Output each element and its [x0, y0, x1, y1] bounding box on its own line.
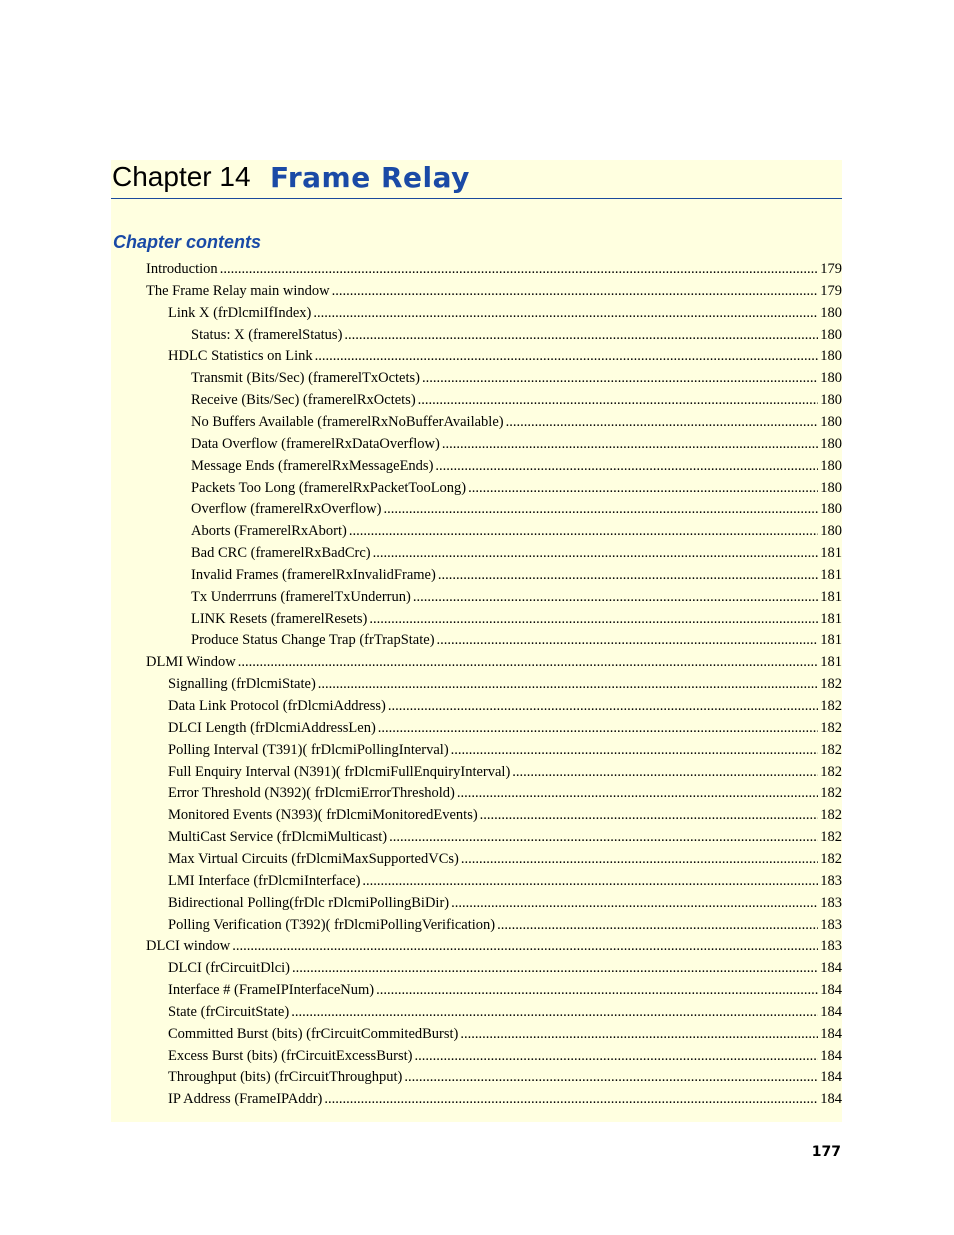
toc-entry-title: Overflow (framerelRxOverflow) — [191, 501, 382, 518]
toc-entry-page: 181 — [820, 632, 842, 649]
toc-entry-title: Status: X (framerelStatus) — [191, 326, 343, 343]
toc-entry-title: Full Enquiry Interval (N391)( frDlcmiFullEnquiryInterval) — [168, 763, 511, 780]
toc-dot-leader — [292, 957, 818, 979]
toc-entry-page: 179 — [820, 261, 842, 277]
toc-dot-leader — [369, 608, 818, 630]
contents-heading: Chapter contents — [113, 232, 262, 252]
toc-entry-title: State (frCircuitState) — [168, 1003, 290, 1020]
chapter-header — [111, 160, 842, 199]
toc-entry-page: 182 — [820, 763, 842, 780]
toc-entry[interactable] — [191, 520, 842, 542]
toc-dot-leader — [238, 651, 818, 673]
toc-entry-title: IP Address (FrameIPAddr) — [168, 1091, 323, 1108]
chapter-label: Chapter 14 — [112, 161, 251, 192]
toc-entry-title: Packets Too Long (framerelRxPacketTooLong) — [191, 479, 467, 496]
toc-entry-title: Introduction — [146, 261, 218, 277]
toc-entry[interactable] — [168, 695, 842, 717]
toc-entry-page: 180 — [820, 326, 842, 343]
toc-entry-title: DLCI Length (frDlcmiAddressLen) — [168, 719, 376, 736]
toc-entry-page: 183 — [820, 872, 842, 889]
toc-dot-leader — [422, 367, 818, 389]
toc-entry-page: 182 — [820, 807, 842, 824]
toc-entry-title: Polling Verification (T392)( frDlcmiPollingVerification) — [168, 916, 496, 933]
toc-entry[interactable] — [191, 411, 842, 433]
toc-dot-leader — [451, 892, 818, 914]
toc-entry-title: Receive (Bits/Sec) (framerelRxOctets) — [191, 392, 416, 409]
toc-entry-title: LMI Interface (frDlcmiInterface) — [168, 872, 361, 889]
toc-entry-title: Interface # (FrameIPInterfaceNum) — [168, 982, 375, 999]
toc-entry-page: 184 — [820, 982, 842, 999]
toc-dot-leader — [451, 739, 819, 761]
toc-dot-leader — [318, 673, 818, 695]
toc-entry-page: 180 — [820, 413, 842, 430]
toc-dot-leader — [437, 629, 819, 651]
toc-entry[interactable] — [168, 782, 842, 804]
toc-dot-leader — [435, 455, 818, 477]
toc-entry-page: 180 — [820, 457, 842, 474]
toc-entry-title: HDLC Statistics on Link — [168, 348, 313, 365]
toc-entry-title: Transmit (Bits/Sec) (framerelTxOctets) — [191, 370, 420, 387]
toc-entry[interactable] — [168, 302, 842, 324]
toc-entry-title: Bidirectional Polling(frDlc rDlcmiPollingBiDir) — [168, 894, 450, 911]
toc-dot-leader — [315, 345, 819, 367]
toc-dot-leader — [362, 870, 818, 892]
toc-entry-title: Tx Underrruns (framerelTxUnderrun) — [191, 588, 411, 605]
toc-entry-page: 184 — [820, 1047, 842, 1064]
toc-dot-leader — [291, 1001, 818, 1023]
toc-entry[interactable] — [191, 389, 842, 411]
toc-entry-page: 182 — [820, 741, 842, 758]
toc-dot-leader — [506, 411, 819, 433]
toc-entry-page: 180 — [820, 304, 842, 321]
toc-entry-page: 180 — [820, 370, 842, 387]
toc-entry-title: Polling Interval (T391)( frDlcmiPollingInterval) — [168, 741, 449, 758]
toc-entry-page: 184 — [820, 1025, 842, 1042]
toc-dot-leader — [457, 782, 818, 804]
toc-entry-page: 182 — [820, 676, 842, 693]
toc-entry[interactable] — [168, 1001, 842, 1023]
toc-entry-title: MultiCast Service (frDlcmiMulticast) — [168, 829, 388, 846]
toc-entry-title: No Buffers Available (framerelRxNoBufferAvailable) — [191, 413, 504, 430]
toc-entry-title: Excess Burst (bits) (frCircuitExcessBurst) — [168, 1047, 413, 1064]
toc-dot-leader — [324, 1088, 818, 1110]
toc-entry-title: Throughput (bits) (frCircuitThroughput) — [168, 1069, 403, 1086]
toc-entry-title: Monitored Events (N393)( frDlcmiMonitoredEvents) — [168, 807, 478, 824]
toc-entry-page: 180 — [820, 392, 842, 409]
toc-entry[interactable] — [191, 324, 842, 346]
toc-entry[interactable] — [191, 477, 842, 499]
toc-dot-leader — [468, 477, 818, 499]
toc-entry-title: Signalling (frDlcmiState) — [168, 676, 316, 693]
toc-entry[interactable] — [191, 564, 842, 586]
toc-entry-page: 184 — [820, 1091, 842, 1108]
toc-entry[interactable] — [168, 957, 842, 979]
toc-entry-page: 179 — [820, 282, 842, 299]
toc-entry-page: 184 — [820, 960, 842, 977]
toc-entry-page: 182 — [820, 850, 842, 867]
toc-entry[interactable] — [168, 1088, 842, 1110]
toc-dot-leader — [232, 935, 818, 957]
toc-entry-page: 180 — [820, 479, 842, 496]
toc-entry-page: 184 — [820, 1069, 842, 1086]
page-number: 177 — [811, 1144, 841, 1160]
toc-entry[interactable] — [168, 1023, 842, 1045]
toc-dot-leader — [413, 586, 818, 608]
toc-dot-leader — [460, 1023, 818, 1045]
toc-entry-page: 180 — [820, 501, 842, 518]
toc-entry-title: Aborts (FramerelRxAbort) — [191, 523, 347, 540]
toc-dot-leader — [461, 848, 818, 870]
toc-entry-title: Produce Status Change Trap (frTrapState) — [191, 632, 435, 649]
toc-entry-title: The Frame Relay main window — [146, 282, 330, 299]
toc-dot-leader — [389, 826, 818, 848]
toc-entry-page: 181 — [820, 654, 842, 671]
chapter-title: Frame Relay — [270, 161, 470, 194]
toc-entry[interactable] — [191, 542, 842, 564]
toc-dot-leader — [383, 498, 818, 520]
toc-entry[interactable] — [191, 367, 842, 389]
toc-entry[interactable] — [168, 345, 842, 367]
toc-entry-title: DLCI window — [146, 938, 231, 955]
toc-entry-page: 180 — [820, 523, 842, 540]
toc-dot-leader — [512, 761, 818, 783]
toc-dot-leader — [442, 433, 818, 455]
toc-entry[interactable] — [191, 455, 842, 477]
toc-entry[interactable] — [168, 1066, 842, 1088]
toc-entry[interactable] — [191, 629, 842, 651]
toc-dot-leader — [349, 520, 818, 542]
toc-entry-title: Committed Burst (bits) (frCircuitCommitedBurst) — [168, 1025, 459, 1042]
toc-entry-page: 180 — [820, 348, 842, 365]
toc-entry-title: DLCI (frCircuitDlci) — [168, 960, 291, 977]
toc-dot-leader — [497, 914, 818, 936]
toc-entry[interactable] — [146, 935, 842, 957]
toc-entry[interactable] — [191, 433, 842, 455]
toc-entry[interactable] — [168, 717, 842, 739]
toc-dot-leader — [438, 564, 818, 586]
toc-dot-leader — [344, 324, 818, 346]
toc-dot-leader — [376, 979, 818, 1001]
toc-entry-page: 183 — [820, 938, 842, 955]
toc-entry[interactable] — [168, 739, 842, 761]
toc-entry-page: 182 — [820, 698, 842, 714]
toc-dot-leader — [378, 717, 818, 739]
toc-entry-title: Error Threshold (N392)( frDlcmiErrorThreshold) — [168, 785, 455, 802]
toc-entry-page: 180 — [820, 435, 842, 452]
toc-entry-title: LINK Resets (framerelResets) — [191, 610, 368, 627]
toc-entry[interactable] — [168, 826, 842, 848]
toc-entry[interactable] — [168, 804, 842, 826]
toc-dot-leader — [404, 1066, 818, 1088]
toc-entry-title: Invalid Frames (framerelRxInvalidFrame) — [191, 566, 436, 583]
toc-entry[interactable] — [146, 651, 842, 673]
toc-entry[interactable] — [146, 280, 842, 302]
toc-entry[interactable] — [168, 1045, 842, 1067]
toc-entry-title: Link X (frDlcmiIfIndex) — [168, 304, 312, 321]
toc-entry[interactable] — [168, 892, 842, 914]
toc-entry[interactable] — [168, 673, 842, 695]
toc-entry[interactable] — [168, 914, 842, 936]
toc-entry[interactable] — [168, 979, 842, 1001]
toc-entry-page: 181 — [820, 545, 842, 562]
toc-dot-leader — [418, 389, 819, 411]
toc-dot-leader — [220, 258, 819, 280]
toc-entry[interactable] — [191, 498, 842, 520]
toc-dot-leader — [388, 695, 818, 717]
toc-entry-title: Data Link Protocol (frDlcmiAddress) — [168, 698, 386, 714]
toc-dot-leader — [414, 1045, 818, 1067]
toc-entry-page: 183 — [820, 894, 842, 911]
toc-entry-title: Data Overflow (framerelRxDataOverflow) — [191, 435, 440, 452]
toc-entry-title: Message Ends (framerelRxMessageEnds) — [191, 457, 434, 474]
toc-entry[interactable] — [168, 870, 842, 892]
toc-entry-page: 184 — [820, 1003, 842, 1020]
toc-dot-leader — [332, 280, 819, 302]
toc-entry-title: DLMI Window — [146, 654, 236, 671]
toc-entry[interactable] — [168, 761, 842, 783]
toc-dot-leader — [373, 542, 819, 564]
toc-entry[interactable] — [146, 258, 842, 280]
toc-dot-leader — [313, 302, 818, 324]
toc-entry-page: 182 — [820, 719, 842, 736]
toc-dot-leader — [480, 804, 819, 826]
toc-entry-page: 181 — [820, 566, 842, 583]
toc-entry-title: Bad CRC (framerelRxBadCrc) — [191, 545, 371, 562]
toc-entry-page: 181 — [820, 588, 842, 605]
toc-entry[interactable] — [168, 848, 842, 870]
toc-entry-page: 181 — [820, 610, 842, 627]
toc-entry-title: Max Virtual Circuits (frDlcmiMaxSupportedVCs) — [168, 850, 459, 867]
toc-entry-page: 183 — [820, 916, 842, 933]
toc-entry[interactable] — [191, 608, 842, 630]
toc-entry-page: 182 — [820, 829, 842, 846]
toc-entry[interactable] — [191, 586, 842, 608]
toc-entry-page: 182 — [820, 785, 842, 802]
